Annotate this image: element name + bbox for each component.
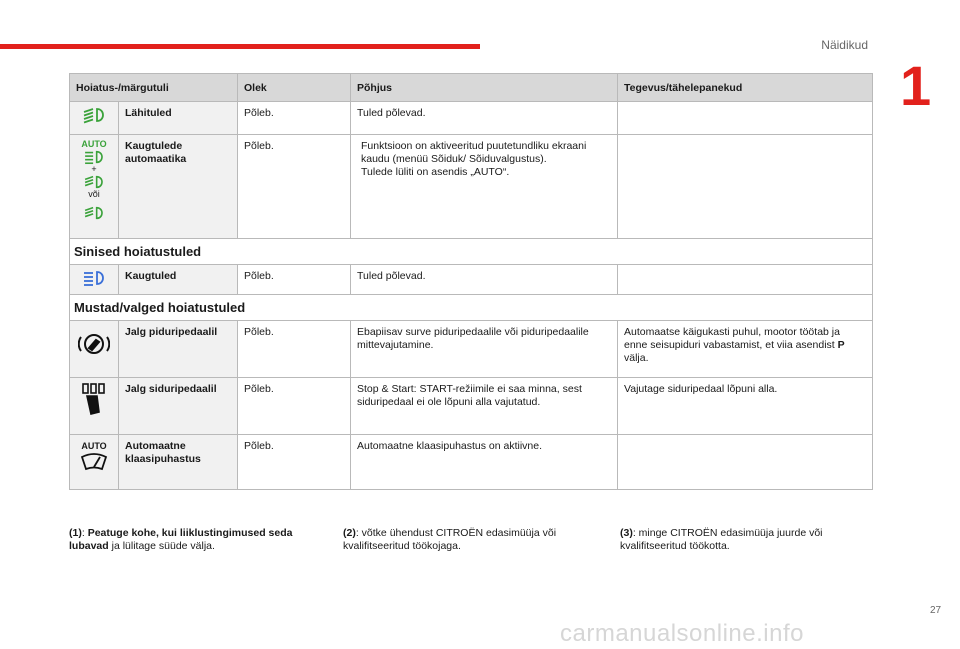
- action-bold: P: [837, 339, 845, 351]
- light-state: Põleb.: [238, 135, 351, 239]
- action-text: Automaatse käigukasti puhul, mootor töötab ja enne seisupiduri vabastamist, et viia asendist: [624, 326, 840, 351]
- light-state: Põleb.: [238, 102, 351, 135]
- footnote-text: : võtke ühendust CITROËN edasimüüja või kvalifitseeritud töökojaga.: [343, 527, 557, 552]
- light-cause: Ebapiisav surve piduripedaalile või piduripedaalile mittevajutamine.: [351, 321, 618, 378]
- footnote-ref: (1): [69, 527, 82, 539]
- section-title: Näidikud: [821, 38, 868, 52]
- warning-lights-table: [69, 73, 873, 490]
- light-state: Põleb.: [238, 378, 351, 435]
- footnote-1: [69, 527, 319, 553]
- light-action: [618, 435, 873, 490]
- table-row: [70, 321, 873, 378]
- footnote-text: ja lülitage süüde välja.: [108, 540, 215, 552]
- footnote-bold: Peatuge kohe, kui liiklustingimused seda lubavad: [69, 527, 293, 552]
- section-title-blue: Sinised hoiatustuled: [70, 239, 873, 265]
- auto-label: AUTO: [81, 139, 107, 149]
- watermark: carmanualsonline.info: [560, 620, 804, 647]
- light-state: Põleb.: [238, 265, 351, 295]
- footnote-3: [620, 527, 870, 553]
- light-name: Kaugtuled: [119, 265, 238, 295]
- table-row: [70, 435, 873, 490]
- light-action: [618, 135, 873, 239]
- high-beam-icon: [70, 265, 119, 295]
- light-action: [618, 265, 873, 295]
- section-title-black: Mustad/valged hoiatustuled: [70, 295, 873, 321]
- col-header-action: Tegevus/tähelepanekud: [618, 74, 873, 102]
- table-row: [70, 378, 873, 435]
- light-action: Vajutage siduripedaal lõpuni alla.: [618, 378, 873, 435]
- light-name: Jalg piduripedaalil: [119, 321, 238, 378]
- col-header-state: Olek: [238, 74, 351, 102]
- light-cause: Tuled põlevad.: [351, 265, 618, 295]
- page-number: 27: [930, 605, 942, 616]
- col-header-cause: Põhjus: [351, 74, 618, 102]
- or-label: või: [88, 189, 100, 199]
- chapter-number: 1: [900, 54, 932, 117]
- table-row: [70, 135, 873, 239]
- section-row-blue: [70, 239, 873, 265]
- light-cause: Stop & Start: START-režiimile ei saa minna, sest siduripedaal ei ole lõpuni alla vajutatud.: [351, 378, 618, 435]
- section-row-black: [70, 295, 873, 321]
- footnote-ref: (2): [343, 527, 356, 539]
- table-header-row: [70, 74, 873, 102]
- plus-label: +: [91, 164, 97, 174]
- footnote-colon: :: [81, 527, 88, 539]
- auto-headlamp-icon: [70, 135, 119, 239]
- light-cause: Automaatne klaasipuhastus on aktiivne.: [351, 435, 618, 490]
- table-row: [70, 265, 873, 295]
- light-name: Automaatne klaasipuhastus: [119, 435, 238, 490]
- footnote-ref: (3): [620, 527, 633, 539]
- light-action: [618, 102, 873, 135]
- header-accent-bar: [0, 44, 480, 49]
- light-state: Põleb.: [238, 321, 351, 378]
- action-text-end: välja.: [624, 352, 649, 364]
- footnote-text: : minge CITROËN edasimüüja juurde või kvalifitseeritud töökotta.: [620, 527, 823, 552]
- footnote-2: [343, 527, 603, 553]
- light-state: Põleb.: [238, 435, 351, 490]
- auto-wiper-icon: [70, 435, 119, 490]
- low-beam-icon: [70, 102, 119, 135]
- foot-on-clutch-icon: [70, 378, 119, 435]
- foot-on-brake-icon: [70, 321, 119, 378]
- light-name: Jalg siduripedaalil: [119, 378, 238, 435]
- col-header-light: Hoiatus-/märgutuli: [70, 74, 238, 102]
- light-name: Lähituled: [119, 102, 238, 135]
- table-row: [70, 102, 873, 135]
- light-cause: Funktsioon on aktiveeritud puutetundliku ekraani kaudu (menüü Sõiduk/ Sõiduvalgustus). Tulede lüliti on asendis „AUTO“.: [351, 135, 618, 239]
- light-name: Kaugtulede automaatika: [119, 135, 238, 239]
- auto-label: AUTO: [81, 441, 107, 451]
- light-cause: Tuled põlevad.: [351, 102, 618, 135]
- light-action: [618, 321, 873, 378]
